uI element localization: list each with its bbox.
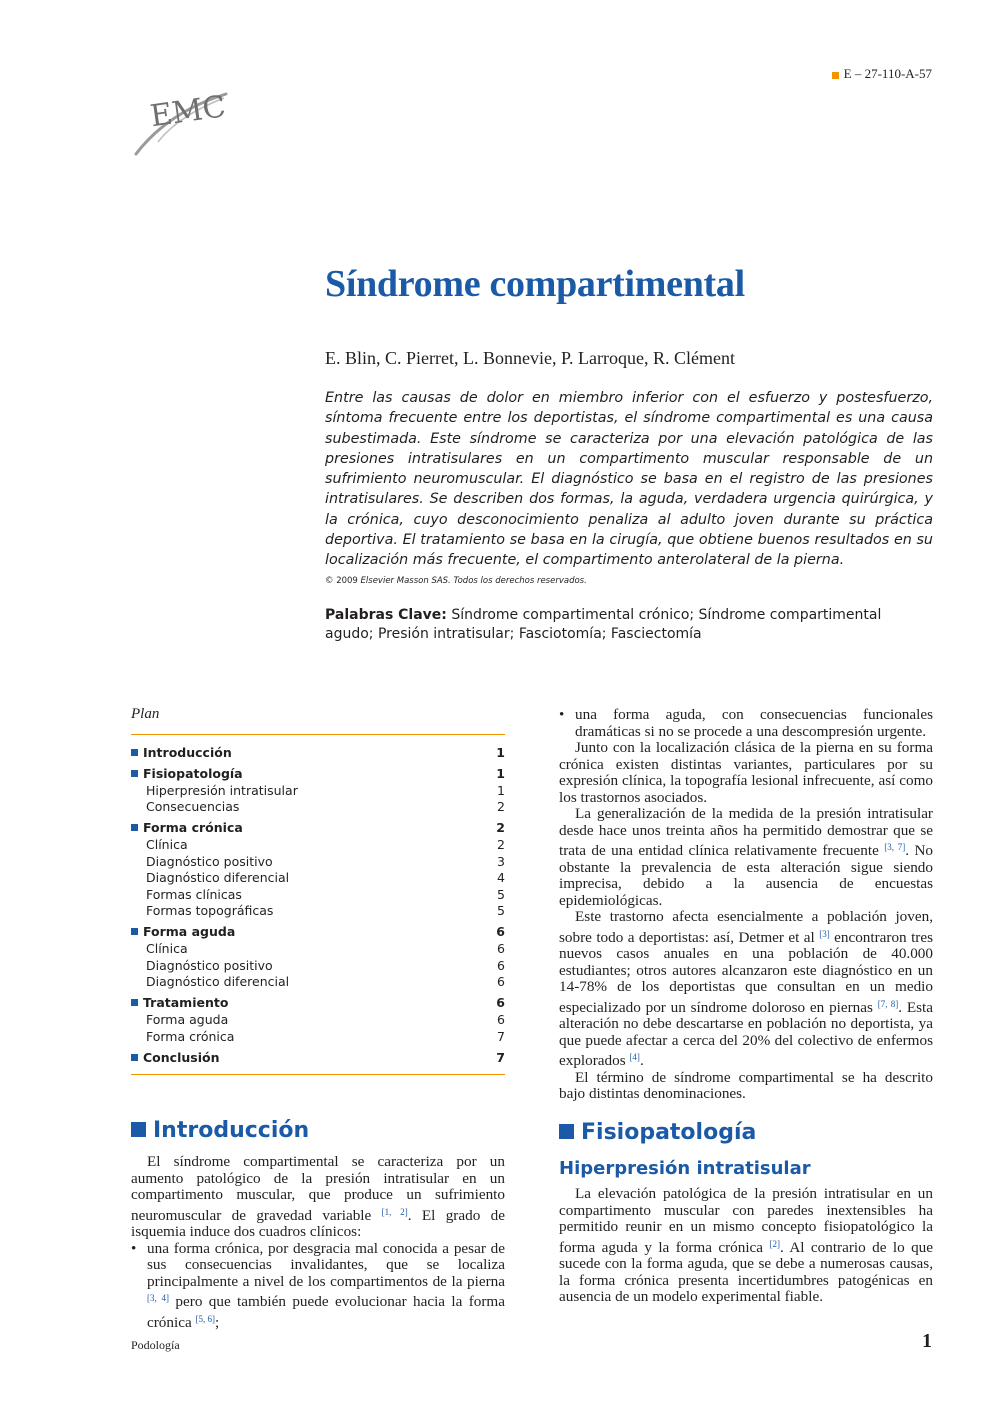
toc-item-label bbox=[131, 1050, 219, 1067]
toc-item-text: Forma crónica bbox=[146, 1028, 235, 1044]
toc-item-text: Diagnóstico diferencial bbox=[146, 870, 290, 886]
section-heading-text: Fisiopatología bbox=[581, 1120, 757, 1145]
toc-item-label bbox=[146, 958, 273, 975]
toc-page-number: 2 bbox=[496, 820, 505, 836]
toc-item-text: Diagnóstico positivo bbox=[146, 957, 273, 973]
toc-item-text: Introducción bbox=[143, 745, 232, 760]
toc-item[interactable] bbox=[131, 837, 505, 854]
toc-page-number: 1 bbox=[496, 766, 505, 782]
toc-item-text: Diagnóstico diferencial bbox=[146, 974, 290, 990]
bullet-icon: • bbox=[131, 1239, 137, 1257]
blue-square-icon bbox=[131, 1122, 146, 1137]
citation-link[interactable]: [2] bbox=[769, 1238, 780, 1249]
toc-item[interactable] bbox=[131, 974, 505, 991]
blue-square-icon bbox=[131, 999, 138, 1006]
toc-item-text: Tratamiento bbox=[143, 995, 229, 1011]
toc-item[interactable] bbox=[131, 941, 505, 958]
toc-item[interactable] bbox=[131, 799, 505, 816]
plan-list bbox=[131, 735, 505, 1074]
toc-item-text: Forma aguda bbox=[146, 1011, 229, 1027]
toc-item[interactable] bbox=[131, 903, 505, 920]
toc-item-label bbox=[146, 887, 242, 904]
toc-page-number: 7 bbox=[496, 1049, 505, 1065]
citation-link[interactable]: [7, 8] bbox=[877, 998, 899, 1009]
toc-item[interactable] bbox=[131, 887, 505, 904]
blue-square-icon bbox=[131, 824, 138, 831]
toc-item-label bbox=[146, 1012, 228, 1029]
citation-link[interactable]: [3] bbox=[819, 928, 830, 939]
subsection-heading: Hiperpresión intratisular bbox=[559, 1158, 811, 1179]
toc-item[interactable] bbox=[131, 820, 505, 837]
emc-logo bbox=[128, 72, 228, 162]
journal-name: Podología bbox=[131, 1338, 180, 1352]
toc-item-text: Fisiopatología bbox=[143, 766, 243, 782]
toc-item-text: Formas clínicas bbox=[146, 886, 242, 902]
toc-item[interactable] bbox=[131, 1050, 505, 1067]
toc-page-number: 6 bbox=[496, 924, 505, 940]
toc-item-text: Forma crónica bbox=[143, 820, 243, 836]
keywords-label: Palabras Clave: bbox=[325, 607, 447, 623]
toc-page-number: 5 bbox=[497, 903, 505, 919]
blue-square-icon bbox=[131, 749, 138, 756]
toc-page-number: 6 bbox=[497, 974, 505, 990]
authors: E. Blin, C. Pierret, L. Bonnevie, P. Larroque, R. Clément bbox=[325, 348, 735, 368]
keywords bbox=[325, 606, 933, 644]
toc-item-label bbox=[131, 820, 243, 837]
section-heading-fisiopatologia bbox=[559, 1120, 756, 1145]
toc-item[interactable] bbox=[131, 1029, 505, 1046]
toc-item-label bbox=[131, 995, 228, 1012]
toc-item-label bbox=[146, 870, 289, 887]
toc-page-number: 1 bbox=[496, 745, 505, 760]
blue-square-icon bbox=[131, 1054, 138, 1061]
toc-item-text: Conclusión bbox=[143, 1049, 220, 1065]
toc-item-text: Forma aguda bbox=[143, 924, 236, 940]
toc-item-text: Hiperpresión intratisular bbox=[146, 782, 298, 798]
fisiopatologia-text bbox=[559, 1186, 933, 1306]
toc-page-number: 6 bbox=[496, 995, 505, 1011]
toc-item-label bbox=[146, 903, 273, 920]
citation-link[interactable]: [1, 2] bbox=[381, 1206, 408, 1217]
citation-link[interactable]: [5, 6] bbox=[195, 1313, 215, 1324]
blue-square-icon bbox=[131, 928, 138, 935]
toc-item-label bbox=[131, 745, 232, 762]
blue-square-icon bbox=[559, 1124, 574, 1139]
toc-page-number: 2 bbox=[497, 836, 505, 852]
table-of-contents bbox=[131, 706, 505, 1075]
toc-item[interactable] bbox=[131, 1012, 505, 1029]
bullet-icon: • bbox=[559, 706, 565, 723]
toc-item-label bbox=[146, 783, 298, 800]
right-column-text bbox=[559, 707, 933, 1103]
toc-item[interactable] bbox=[131, 766, 505, 783]
toc-page-number: 3 bbox=[497, 853, 505, 869]
article-code bbox=[832, 66, 932, 82]
paragraph: Este trastorno afecta esencialmente a población joven, sobre todo a deportistas: así, Detmer et al [3] encontraron tres nuevos casos anuales en una población de 40.000 estudiantes; otros autores alcanzaron este diagnóstico en un 14-78% de los deportistas que consultan en un medio especializado por un síndrome doloroso en piernas [7, 8]. Esta alteración no debe descartarse en población no deportista, ya que puede afectar a cerca del 20% del colectivo de enfermos explorados [4]. bbox=[559, 908, 934, 1069]
toc-item-label bbox=[146, 799, 239, 816]
toc-item-label bbox=[131, 924, 235, 941]
copyright-text: Elsevier Masson SAS. Todos los derechos reservados. bbox=[360, 576, 587, 586]
page-number: 1 bbox=[922, 1330, 932, 1352]
copyright-year: © 2009 bbox=[325, 576, 358, 586]
divider bbox=[131, 1074, 505, 1075]
toc-page-number: 6 bbox=[497, 941, 505, 957]
toc-item-label bbox=[146, 837, 188, 854]
plan-title: Plan bbox=[131, 706, 160, 722]
citation-link[interactable]: [4] bbox=[629, 1052, 640, 1062]
introduction-text bbox=[131, 1154, 505, 1331]
toc-item-label bbox=[131, 766, 243, 783]
toc-item[interactable] bbox=[131, 924, 505, 941]
article-title: Síndrome compartimental bbox=[325, 263, 745, 305]
toc-page-number: 4 bbox=[497, 870, 505, 886]
blue-square-icon bbox=[131, 770, 138, 777]
list-item: • una forma aguda, con consecuencias funcionales dramáticas si no se procede a una descompresión urgente. bbox=[559, 706, 933, 740]
toc-item[interactable] bbox=[131, 958, 505, 975]
paragraph: La generalización de la medida de la presión intratisular desde hace unos treinta años ha permitido demostrar que se trata de una entidad clínica relativamente frecuente [3, 7]. No obstante la prevalencia de esta alteración sigue siendo imprecisa, debido a la ausencia de encuestas epidemiológicas. bbox=[559, 805, 934, 909]
citation-link[interactable]: [3, 7] bbox=[884, 842, 906, 852]
toc-page-number: 6 bbox=[497, 957, 505, 973]
paragraph: El síndrome compartimental se caracteriza por un aumento patológico de la presión intratisular en un compartimento muscular, que produce un sufrimiento neuromuscular de gravedad variable [1, 2]. El grado de isquemia induce dos cuadros clínicos: bbox=[131, 1153, 505, 1240]
section-heading-text: Introducción bbox=[153, 1118, 310, 1143]
toc-item[interactable] bbox=[131, 854, 505, 871]
svg-text:EMC: EMC bbox=[148, 89, 228, 135]
orange-square-icon bbox=[832, 72, 839, 79]
abstract: Entre las causas de dolor en miembro inferior con el esfuerzo y postesfuerzo, síntoma frecuente entre los deportistas, el síndrome compartimental es una causa subestimada. Este síndrome se caracteriza por una elevación patológica de las presiones intratisulares en un compartimento muscular responsable de un sufrimiento neuromuscular. El diagnóstico se basa en el registro de las presiones intratisulares. Se describen dos formas, la aguda, verdadera urgencia quirúrgica, y la crónica, cuyo desconocimiento penaliza al adulto joven durante su práctica deportiva. El tratamiento se basa en la cirugía, que obtiene buenos resultados en su localización más frecuente, el compartimento anterolateral de la pierna. bbox=[325, 390, 933, 569]
toc-item-label bbox=[146, 941, 188, 958]
toc-item[interactable] bbox=[131, 783, 505, 800]
toc-item-text: Diagnóstico positivo bbox=[146, 853, 273, 869]
toc-item[interactable] bbox=[131, 870, 505, 887]
toc-item-text: Clínica bbox=[146, 941, 188, 957]
copyright bbox=[325, 576, 587, 586]
keywords-text: Síndrome compartimental crónico; Síndrome compartimental agudo; Presión intratisular; Fasciotomía; Fasciectomía bbox=[325, 607, 882, 642]
toc-item-text: Formas topográficas bbox=[146, 903, 274, 919]
article-code-text: E – 27-110-A-57 bbox=[843, 66, 932, 81]
paragraph: La elevación patológica de la presión intratisular en un compartimento muscular con paredes inextensibles ha permitido reunir en un mismo concepto fisiopatológico la forma aguda y la forma crónica [2]. Al contrario de lo que sucede con la forma aguda, que se debe a numerosas causas, la forma crónica presenta incertidumbres patogénicas en ausencia de un modelo experimental fiable. bbox=[559, 1185, 934, 1305]
paragraph: El término de síndrome compartimental se ha descrito bajo distintas denominaciones. bbox=[559, 1068, 933, 1102]
paragraph: Junto con la localización clásica de la pierna en su forma crónica existen distintas variantes, particulares por su expresión clínica, la topografía lesional infrecuente, así como los trastornos asociados. bbox=[559, 739, 933, 806]
toc-item-text: Consecuencias bbox=[146, 799, 240, 815]
citation-link[interactable]: [3, 4] bbox=[147, 1293, 170, 1303]
toc-page-number: 2 bbox=[497, 799, 505, 815]
list-item: • una forma crónica, por desgracia mal conocida a pesar de sus consecuencias invalidantes, que se localiza principalmente a nivel de los compartimentos de la pierna [3, 4] pero que también puede evolucionar hacia la forma crónica [5, 6]; bbox=[131, 1239, 505, 1331]
toc-item-text: Clínica bbox=[146, 836, 188, 852]
toc-item[interactable] bbox=[131, 995, 505, 1012]
toc-page-number: 6 bbox=[497, 1011, 505, 1027]
toc-item-label bbox=[146, 974, 289, 991]
section-heading-introduccion bbox=[131, 1118, 309, 1143]
toc-page-number: 7 bbox=[497, 1028, 505, 1044]
toc-page-number: 1 bbox=[497, 782, 505, 798]
toc-item-label bbox=[146, 1029, 234, 1046]
toc-item[interactable] bbox=[131, 745, 505, 762]
toc-page-number: 5 bbox=[497, 886, 505, 902]
toc-item-label bbox=[146, 854, 273, 871]
